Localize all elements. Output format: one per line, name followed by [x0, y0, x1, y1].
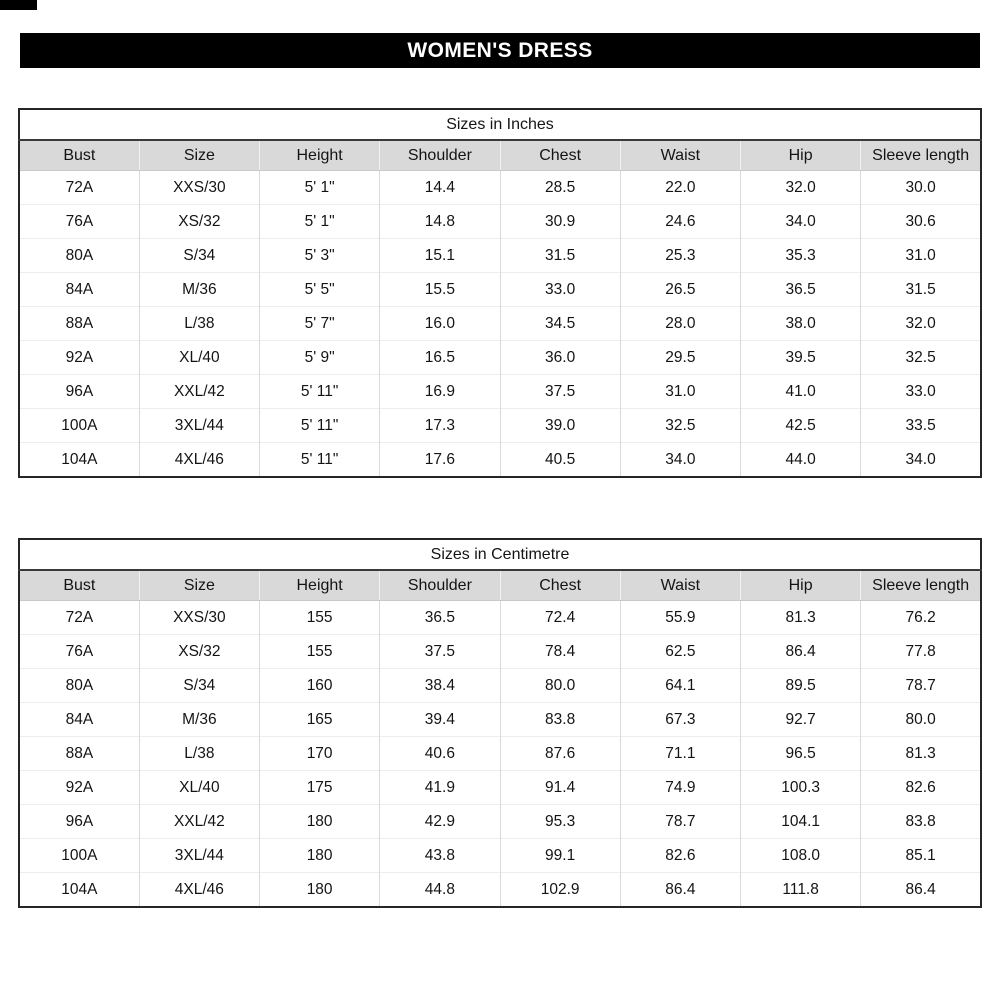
column-header: Chest — [500, 140, 620, 171]
table-cell: 36.5 — [741, 273, 861, 307]
table-cell: 83.8 — [500, 703, 620, 737]
table-cell: 72A — [65, 178, 94, 196]
table-cell: 76A — [19, 205, 139, 239]
table-cell: 88A — [19, 737, 139, 771]
table-cell: 40.6 — [380, 737, 500, 771]
table-cell: 25.3 — [620, 239, 740, 273]
table-cell: 34.5 — [500, 307, 620, 341]
sizes-in-inches-table — [18, 108, 982, 478]
table-cell: 39.0 — [500, 409, 620, 443]
table-cell: 86.4 — [861, 873, 981, 908]
column-header: Bust — [19, 570, 139, 601]
table-cell: M/36 — [139, 703, 259, 737]
table-cell: 5' 1" — [260, 171, 380, 205]
column-header: Size — [139, 140, 259, 171]
table-cell: 4XL/46 — [139, 873, 259, 908]
column-header: Waist — [620, 570, 740, 601]
column-header: Shoulder — [380, 140, 500, 171]
table-cell: M/36 — [139, 273, 259, 307]
table-row — [19, 839, 981, 873]
table-cell: 111.8 — [741, 873, 861, 908]
table-cell: 5' 11" — [260, 375, 380, 409]
table-cell: 3XL/44 — [139, 409, 259, 443]
table-cell: 87.6 — [500, 737, 620, 771]
top-left-corner-mark — [0, 0, 37, 10]
column-header-row — [19, 570, 981, 601]
column-header: Height — [260, 140, 380, 171]
table-cell: 43.8 — [380, 839, 500, 873]
table-cell: 100.3 — [741, 771, 861, 805]
column-header: Hip — [741, 570, 861, 601]
table-cell: 170 — [260, 737, 380, 771]
table-cell: 72.4 — [500, 601, 620, 635]
table-row — [19, 409, 981, 443]
table-cell: 78.7 — [861, 669, 981, 703]
table-cell: 28.0 — [620, 307, 740, 341]
table-cell: 31.5 — [861, 273, 981, 307]
table-cell: 95.3 — [500, 805, 620, 839]
table-cell: 155 — [260, 635, 380, 669]
table-cell: 82.6 — [861, 771, 981, 805]
table-cell: 99.1 — [500, 839, 620, 873]
table-row — [19, 805, 981, 839]
table-cell: 42.9 — [380, 805, 500, 839]
table-cell: XXL/42 — [139, 805, 259, 839]
table-cell: 5' 5" — [260, 273, 380, 307]
column-header: Sleeve length — [861, 570, 981, 601]
table-cell: L/38 — [139, 737, 259, 771]
table-cell: 100A — [19, 409, 139, 443]
table-cell: 104.1 — [741, 805, 861, 839]
table-cell: 108.0 — [741, 839, 861, 873]
table-cell: 96A — [19, 805, 139, 839]
table-cell: 76A — [19, 635, 139, 669]
table-cell: 44.0 — [741, 443, 861, 478]
table-row — [19, 771, 981, 805]
table-row — [19, 703, 981, 737]
table-cell: 80A — [19, 669, 139, 703]
table-cell: 14.4 — [380, 171, 500, 205]
table-cell: 92.7 — [741, 703, 861, 737]
table-cell: 165 — [260, 703, 380, 737]
table-cell: 38.0 — [741, 307, 861, 341]
table-cell: 32.5 — [620, 409, 740, 443]
table-cell: 86.4 — [620, 873, 740, 908]
table-cell: 80.0 — [500, 669, 620, 703]
table-cell: 22.0 — [620, 171, 740, 205]
table-cell: 30.9 — [500, 205, 620, 239]
table-cell: 31.0 — [620, 375, 740, 409]
table-cell: 32.0 — [861, 307, 981, 341]
table-cell: XXL/42 — [139, 375, 259, 409]
column-header: Sleeve length — [861, 140, 981, 171]
table-row — [19, 273, 981, 307]
table-row — [19, 737, 981, 771]
table-cell: 78.4 — [500, 635, 620, 669]
table-cell: 33.5 — [861, 409, 981, 443]
table-cell: 180 — [260, 873, 380, 908]
column-header: Bust — [19, 140, 139, 171]
table-cell: 86.4 — [741, 635, 861, 669]
caption-row — [19, 539, 981, 570]
table-cell: 180 — [260, 839, 380, 873]
table-cell: 5' 9" — [260, 341, 380, 375]
table-cell: 3XL/44 — [139, 839, 259, 873]
table-cell: 14.8 — [380, 205, 500, 239]
table-cell: XXS/30 — [139, 601, 259, 635]
table-row — [19, 171, 981, 205]
table-cell: 30.0 — [861, 171, 981, 205]
table-cell: XS/32 — [139, 635, 259, 669]
table-caption: Sizes in Centimetre — [19, 539, 981, 570]
table-cell: 80.0 — [861, 703, 981, 737]
table-cell: 38.4 — [380, 669, 500, 703]
table-cell: 34.0 — [741, 205, 861, 239]
column-header-row — [19, 140, 981, 171]
table-cell: 24.6 — [620, 205, 740, 239]
table-cell: XL/40 — [139, 771, 259, 805]
table-cell: 81.3 — [741, 601, 861, 635]
table-cell: 84A — [19, 273, 139, 307]
table-cell: 82.6 — [620, 839, 740, 873]
table-cell: S/34 — [139, 239, 259, 273]
table-cell: 5' 11" — [260, 443, 380, 478]
table-cell: 34.0 — [861, 443, 981, 478]
table-cell: 160 — [260, 669, 380, 703]
table-cell: 36.0 — [500, 341, 620, 375]
table-cell: 17.3 — [380, 409, 500, 443]
title-banner — [20, 33, 980, 68]
table-cell: 36.5 — [380, 601, 500, 635]
table-cell: 26.5 — [620, 273, 740, 307]
table-cell: 31.5 — [500, 239, 620, 273]
table-cell: 35.3 — [741, 239, 861, 273]
column-header: Waist — [620, 140, 740, 171]
table-cell: 72A — [65, 608, 94, 626]
table-cell: 17.6 — [380, 443, 500, 478]
table-row — [19, 375, 981, 409]
page-title: WOMEN'S DRESS — [407, 38, 593, 62]
table-cell: 64.1 — [620, 669, 740, 703]
table-cell: 175 — [260, 771, 380, 805]
table-cell: L/38 — [139, 307, 259, 341]
table-row — [19, 341, 981, 375]
table-cell: 37.5 — [500, 375, 620, 409]
table-cell: 77.8 — [861, 635, 981, 669]
table-cell: 15.5 — [380, 273, 500, 307]
table-cell: 96A — [19, 375, 139, 409]
table-cell: 88A — [19, 307, 139, 341]
table-cell: 84A — [19, 703, 139, 737]
table-cell: 32.5 — [861, 341, 981, 375]
table-cell: 91.4 — [500, 771, 620, 805]
table-cell: 78.7 — [620, 805, 740, 839]
table-cell: 39.4 — [380, 703, 500, 737]
table-row — [19, 635, 981, 669]
table-cell: XXS/30 — [139, 171, 259, 205]
table-cell: 102.9 — [500, 873, 620, 908]
table-row — [19, 669, 981, 703]
table-row — [19, 873, 981, 908]
table-cell: 5' 11" — [260, 409, 380, 443]
table-cell: 41.9 — [380, 771, 500, 805]
table-cell: 180 — [260, 805, 380, 839]
table-row — [19, 601, 981, 635]
table-cell: XL/40 — [139, 341, 259, 375]
column-header: Size — [139, 570, 259, 601]
table-row — [19, 307, 981, 341]
table-cell: 5' 7" — [260, 307, 380, 341]
table-cell: 28.5 — [500, 171, 620, 205]
table-cell: 76.2 — [861, 601, 981, 635]
table-cell: 33.0 — [861, 375, 981, 409]
table-cell: 55.9 — [620, 601, 740, 635]
table-cell: 155 — [260, 601, 380, 635]
table-cell: 30.6 — [861, 205, 981, 239]
table-cell: 85.1 — [861, 839, 981, 873]
table-cell: 40.5 — [500, 443, 620, 478]
column-header: Chest — [500, 570, 620, 601]
table-cell: 4XL/46 — [139, 443, 259, 478]
table-cell: 34.0 — [620, 443, 740, 478]
table-cell: 81.3 — [861, 737, 981, 771]
column-header: Height — [260, 570, 380, 601]
table-cell: 71.1 — [620, 737, 740, 771]
table-cell: 92A — [19, 341, 139, 375]
table-cell: 16.5 — [380, 341, 500, 375]
table-cell: 31.0 — [861, 239, 981, 273]
table-cell: 42.5 — [741, 409, 861, 443]
table-cell: 32.0 — [741, 171, 861, 205]
table-cell: 100A — [19, 839, 139, 873]
table-cell: 41.0 — [741, 375, 861, 409]
table-cell: 5' 1" — [260, 205, 380, 239]
table-cell: 83.8 — [861, 805, 981, 839]
table-cell: 104A — [19, 873, 139, 908]
table-caption: Sizes in Inches — [19, 109, 981, 140]
table-row — [19, 239, 981, 273]
table-cell: 62.5 — [620, 635, 740, 669]
table-cell: 92A — [19, 771, 139, 805]
table-cell: 80A — [19, 239, 139, 273]
table-cell: XS/32 — [139, 205, 259, 239]
table-cell: 5' 3" — [260, 239, 380, 273]
table-cell: 74.9 — [620, 771, 740, 805]
table-cell: 44.8 — [380, 873, 500, 908]
table-cell: 89.5 — [741, 669, 861, 703]
table-cell: 37.5 — [380, 635, 500, 669]
column-header: Shoulder — [380, 570, 500, 601]
table-row — [19, 205, 981, 239]
table-cell: 16.0 — [380, 307, 500, 341]
table-cell: 16.9 — [380, 375, 500, 409]
table-cell: 67.3 — [620, 703, 740, 737]
caption-row — [19, 109, 981, 140]
table-cell: 96.5 — [741, 737, 861, 771]
table-cell: 39.5 — [741, 341, 861, 375]
table-cell: 29.5 — [620, 341, 740, 375]
table-row — [19, 443, 981, 478]
column-header: Hip — [741, 140, 861, 171]
table-cell: 33.0 — [500, 273, 620, 307]
sizes-in-centimetre-table — [18, 538, 982, 908]
table-cell: S/34 — [139, 669, 259, 703]
table-cell: 104A — [19, 443, 139, 478]
table-cell: 15.1 — [380, 239, 500, 273]
